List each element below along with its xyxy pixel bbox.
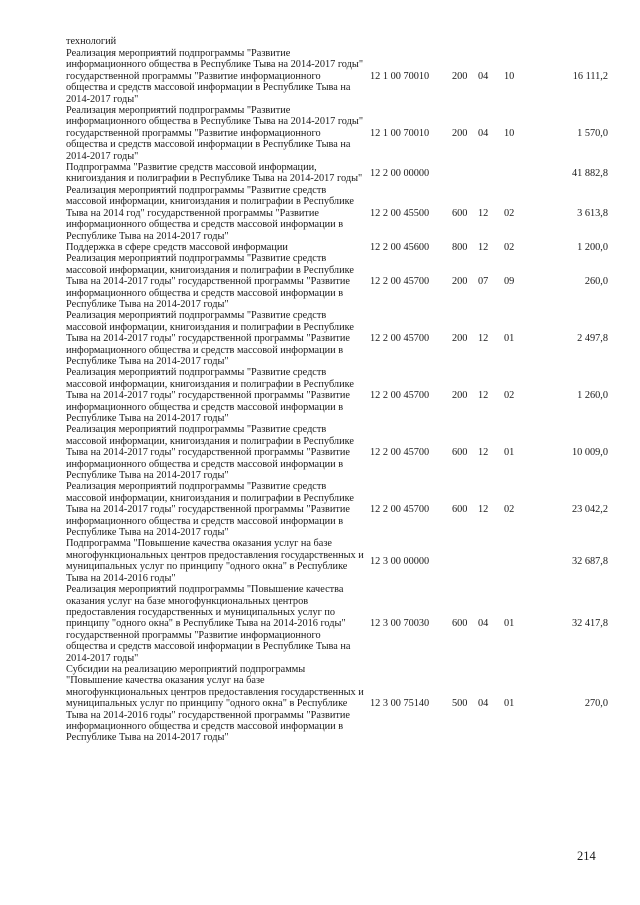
expense-type-code: 600 bbox=[452, 504, 468, 516]
amount: 10 009,0 bbox=[571, 447, 608, 459]
subsection-code: 02 bbox=[504, 390, 515, 402]
subsection-code: 09 bbox=[504, 276, 515, 288]
target-article-code: 12 2 00 45700 bbox=[370, 390, 430, 402]
table-row bbox=[66, 481, 608, 538]
target-article-code: 12 2 00 45700 bbox=[370, 447, 430, 459]
expense-type-code: 600 bbox=[452, 618, 468, 630]
table-row bbox=[66, 424, 608, 481]
amount: 41 882,8 bbox=[571, 167, 608, 179]
amount: 270,0 bbox=[584, 698, 608, 710]
table-row bbox=[66, 105, 608, 162]
item-name: Реализация мероприятий подпрограммы "Развитие средств массовой информации, книгоиздания и полиграфии в Республике Тыва на 2014-2017 годы" государственной программы "Развитие информационного общества и средств массовой информации в Республике Тыва на 2014-2017 годы" bbox=[66, 367, 354, 424]
amount: 1 260,0 bbox=[577, 390, 608, 402]
expense-type-code: 200 bbox=[452, 390, 468, 402]
section-code bbox=[478, 538, 504, 584]
target-article-code: 12 2 00 45500 bbox=[370, 207, 430, 219]
section-code: 07 bbox=[478, 276, 489, 288]
section-code bbox=[478, 162, 504, 185]
amount: 23 042,2 bbox=[571, 504, 608, 516]
table-row bbox=[66, 242, 608, 253]
item-name: Реализация мероприятий подпрограммы "Развитие средств массовой информации, книгоиздания и полиграфии в Республике Тыва на 2014-2017 годы" государственной программы "Развитие информационного общества и средств массовой информации в Республике Тыва на 2014-2017 годы" bbox=[66, 253, 354, 310]
target-article-code: 12 2 00 45700 bbox=[370, 333, 430, 345]
subsection-code: 02 bbox=[504, 207, 515, 219]
subsection-code: 10 bbox=[504, 127, 515, 139]
item-name: Подпрограмма "Повышение качества оказания услуг на базе многофункциональных центров предоставления государственных и муниципальных услуг по принципу "одного окна" в Республике Тыва на 2014-2016 годы" bbox=[66, 538, 364, 584]
subsection-code bbox=[504, 538, 538, 584]
subsection-code: 01 bbox=[504, 447, 515, 459]
subsection-code: 02 bbox=[504, 504, 515, 516]
item-name: Реализация мероприятий подпрограммы "Развитие средств массовой информации, книгоиздания и полиграфии в Республике Тыва на 2014 год" государственной программы "Развитие информационного общества и средств массовой информации в Республике Тыва на 2014-2017 годы" bbox=[66, 184, 354, 242]
item-name: Реализация мероприятий подпрограммы "Развитие средств массовой информации, книгоиздания и полиграфии в Республике Тыва на 2014-2017 годы" государственной программы "Развитие информационного общества и средств массовой информации в Республике Тыва на 2014-2017 годы" bbox=[66, 481, 354, 539]
expense-type-code bbox=[452, 162, 478, 185]
subsection-code bbox=[504, 162, 538, 185]
section-code: 04 bbox=[478, 698, 489, 710]
section-code: 12 bbox=[478, 207, 489, 219]
subsection-code: 10 bbox=[504, 70, 515, 82]
table-row bbox=[66, 310, 608, 367]
table-row bbox=[66, 367, 608, 424]
budget-table-body bbox=[66, 48, 608, 744]
subsection-code: 01 bbox=[504, 618, 515, 630]
item-name: Реализация мероприятий подпрограммы "Развитие средств массовой информации, книгоиздания и полиграфии в Республике Тыва на 2014-2017 годы" государственной программы "Развитие информационного общества и средств массовой информации в Республике Тыва на 2014-2017 годы" bbox=[66, 424, 354, 482]
table-row bbox=[66, 584, 608, 664]
item-name: Субсидии на реализацию мероприятий подпрограммы "Повышение качества оказания услуг на базе многофункциональных центров предоставления государственных и муниципальных услуг по принципу "одного окна" в Республике Тыва на 2014-2016 годы" государственной программы "Развитие информационного общества и средств массовой информации в Республике Тыва на 2014-2017 годы" bbox=[66, 663, 364, 744]
item-name: Реализация мероприятий подпрограммы "Повышение качества оказания услуг на базе многофункциональных центров предоставления государственных и муниципальных услуг по принципу "одного окна" в Республике Тыва на 2014-2016 годы" государственной программы "Развитие информационного общества и средств массовой информации в Республике Тыва на 2014-2017 годы" bbox=[66, 584, 351, 664]
item-name: Реализация мероприятий подпрограммы "Развитие информационного общества в Республике Тыва на 2014-2017 годы" государственной программы "Развитие информационного общества и средств массовой информации в Республике Тыва на 2014-2017 годы" bbox=[66, 48, 364, 105]
item-name: Поддержка в сфере средств массовой информации bbox=[66, 241, 288, 253]
section-code: 12 bbox=[478, 390, 489, 402]
target-article-code: 12 2 00 45700 bbox=[370, 504, 430, 516]
budget-table bbox=[66, 48, 608, 744]
continued-row-text: технологий bbox=[66, 36, 117, 47]
amount: 32 687,8 bbox=[571, 555, 608, 567]
expense-type-code: 600 bbox=[452, 447, 468, 459]
expense-type-code: 200 bbox=[452, 70, 468, 82]
section-code: 12 bbox=[478, 504, 489, 516]
expense-type-code: 600 bbox=[452, 207, 468, 219]
target-article-code: 12 2 00 00000 bbox=[370, 167, 430, 179]
amount: 32 417,8 bbox=[571, 618, 608, 630]
section-code: 12 bbox=[478, 333, 489, 345]
table-row bbox=[66, 253, 608, 310]
amount: 1 570,0 bbox=[577, 127, 608, 139]
item-name: Реализация мероприятий подпрограммы "Развитие средств массовой информации, книгоиздания и полиграфии в Республике Тыва на 2014-2017 годы" государственной программы "Развитие информационного общества и средств массовой информации в Республике Тыва на 2014-2017 годы" bbox=[66, 310, 354, 367]
item-name: Реализация мероприятий подпрограммы "Развитие информационного общества в Республике Тыва на 2014-2017 годы" государственной программы "Развитие информационного общества и средств массовой информации в Республике Тыва на 2014-2017 годы" bbox=[66, 105, 364, 162]
expense-type-code: 800 bbox=[452, 241, 468, 253]
expense-type-code: 200 bbox=[452, 276, 468, 288]
section-code: 04 bbox=[478, 127, 489, 139]
expense-type-code bbox=[452, 538, 478, 584]
expense-type-code: 500 bbox=[452, 698, 468, 710]
target-article-code: 12 1 00 70010 bbox=[370, 127, 430, 139]
amount: 3 613,8 bbox=[577, 207, 608, 219]
page-number: 214 bbox=[577, 849, 596, 863]
amount: 16 111,2 bbox=[572, 70, 608, 82]
amount: 1 200,0 bbox=[577, 241, 608, 253]
target-article-code: 12 3 00 00000 bbox=[370, 555, 430, 567]
target-article-code: 12 3 00 75140 bbox=[370, 698, 430, 710]
target-article-code: 12 3 00 70030 bbox=[370, 618, 430, 630]
subsection-code: 02 bbox=[504, 241, 515, 253]
amount: 2 497,8 bbox=[577, 333, 608, 345]
target-article-code: 12 2 00 45600 bbox=[370, 241, 430, 253]
target-article-code: 12 1 00 70010 bbox=[370, 70, 430, 82]
expense-type-code: 200 bbox=[452, 127, 468, 139]
section-code: 04 bbox=[478, 70, 489, 82]
section-code: 12 bbox=[478, 241, 489, 253]
table-row bbox=[66, 664, 608, 744]
subsection-code: 01 bbox=[504, 333, 515, 345]
section-code: 12 bbox=[478, 447, 489, 459]
subsection-code: 01 bbox=[504, 698, 515, 710]
section-code: 04 bbox=[478, 618, 489, 630]
item-name: Подпрограмма "Развитие средств массовой информации, книгоиздания и полиграфии в Республике Тыва на 2014-2017 годы" bbox=[66, 162, 363, 185]
table-row bbox=[66, 185, 608, 242]
target-article-code: 12 2 00 45700 bbox=[370, 276, 430, 288]
table-row bbox=[66, 48, 608, 105]
table-row bbox=[66, 162, 608, 185]
amount: 260,0 bbox=[584, 276, 608, 288]
table-row bbox=[66, 538, 608, 584]
expense-type-code: 200 bbox=[452, 333, 468, 345]
